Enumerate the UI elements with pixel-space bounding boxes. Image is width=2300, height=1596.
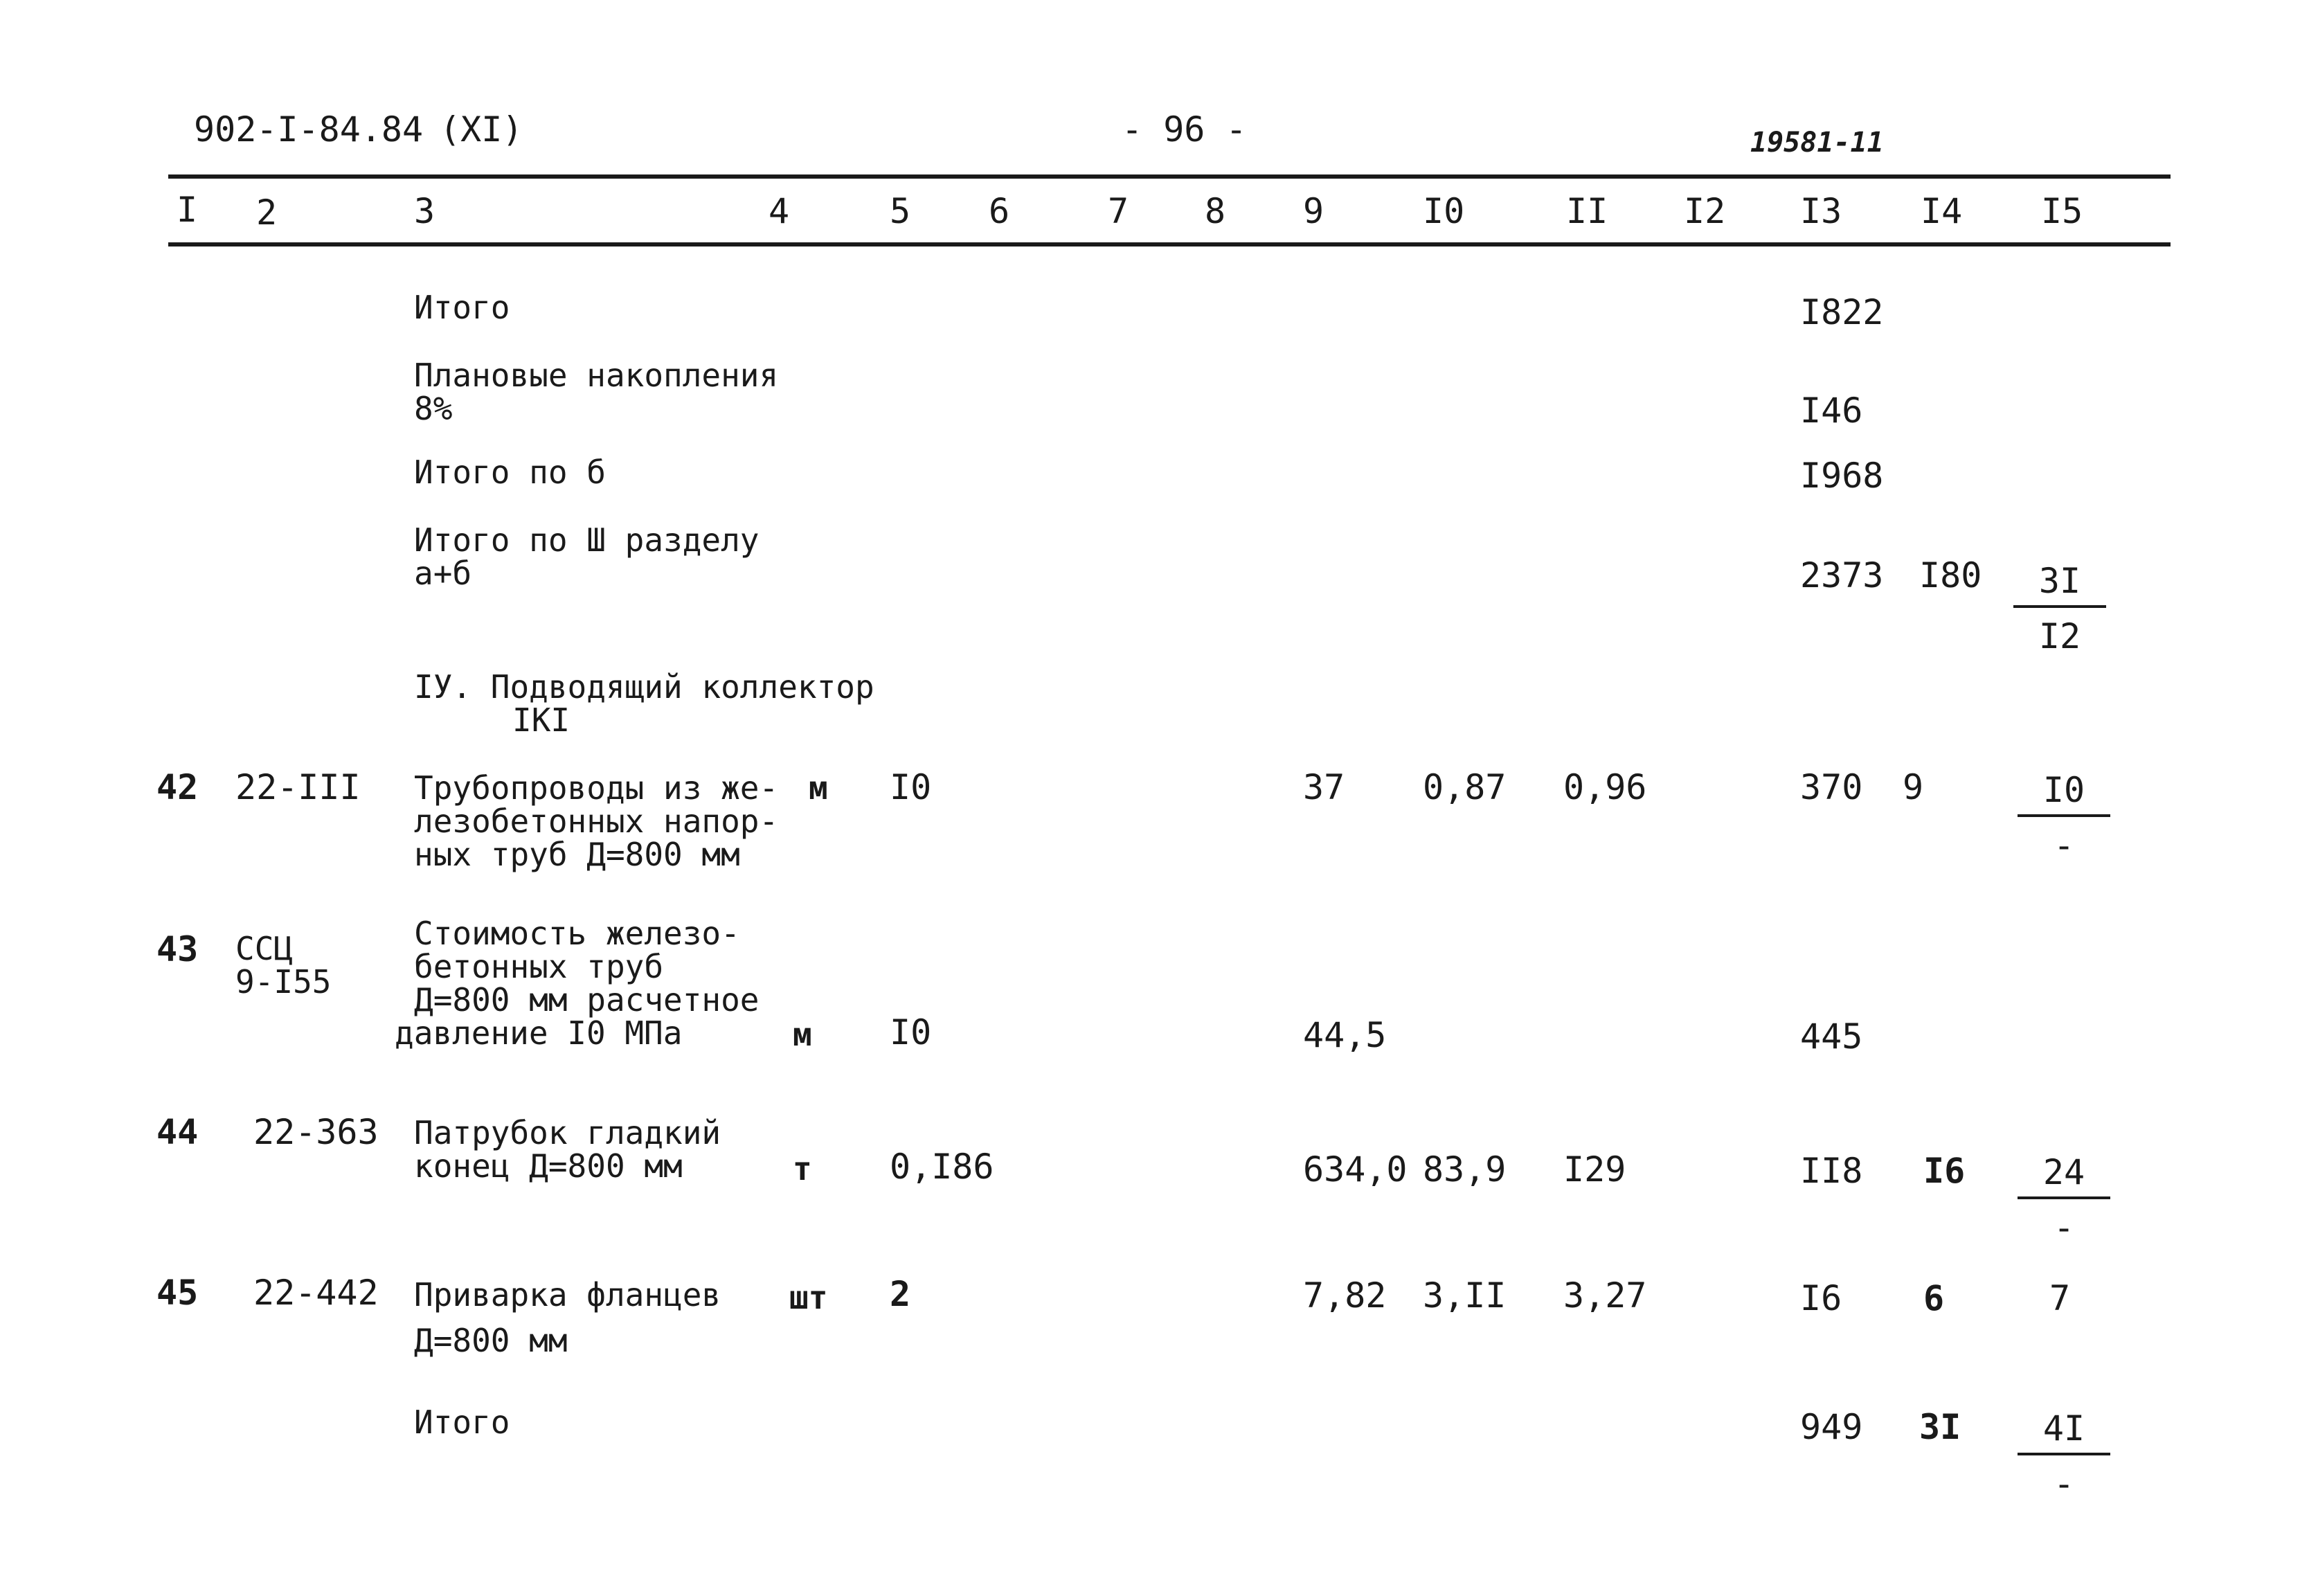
column-header: II [1566, 191, 1608, 231]
cell-col5: 2 [890, 1274, 911, 1314]
row-name: Итого по Ш разделу [414, 521, 760, 559]
cell-col5: 0,I86 [890, 1147, 994, 1187]
fraction-numerator: 24 [2018, 1152, 2110, 1199]
cell-col9: 7,82 [1303, 1275, 1387, 1316]
row-name: 8% [414, 390, 453, 427]
row-name: Плановые накопления [414, 357, 779, 394]
fraction-denominator: I2 [2038, 616, 2081, 656]
row-number: 43 [156, 929, 199, 969]
cell-col11: 0,96 [1563, 767, 1647, 807]
row-code: 22-442 [253, 1273, 379, 1313]
section-subtitle: IКI [512, 701, 570, 739]
fraction-denominator: - [2053, 1464, 2075, 1504]
cell-col13: 2373 [1800, 555, 1884, 595]
fraction-denominator: - [2053, 825, 2075, 866]
column-header: 8 [1205, 191, 1226, 231]
cell-col15: 7 [2049, 1278, 2071, 1318]
row-code: 22-363 [253, 1112, 379, 1152]
cell-col15-fraction [2013, 561, 2106, 656]
fraction-numerator: I0 [2018, 770, 2110, 817]
cell-unit: т [793, 1150, 812, 1187]
cell-col14: 9 [1903, 767, 1924, 807]
cell-col13: 370 [1800, 767, 1863, 807]
document-code: 902-I-84.84 [194, 109, 424, 150]
header-rule-bottom [168, 242, 2171, 246]
column-header: 7 [1108, 191, 1129, 231]
cell-col14: 3I [1919, 1407, 1961, 1447]
row-name: Трубопроводы из же- [414, 769, 779, 807]
column-header: I3 [1800, 191, 1842, 231]
cell-col9: 37 [1303, 767, 1345, 807]
row-name: Итого [414, 1404, 510, 1441]
row-number: 44 [156, 1112, 199, 1152]
column-header: 5 [890, 191, 911, 231]
cell-col10: 83,9 [1423, 1149, 1507, 1190]
row-code: 22-III [235, 767, 361, 807]
row-name: Стоимость железо- [414, 915, 740, 952]
volume-label: (XI) [440, 109, 523, 150]
row-name: Патрубок гладкий [414, 1114, 721, 1151]
column-header: I0 [1423, 191, 1465, 231]
cell-col14: I6 [1923, 1151, 1966, 1191]
row-name: давление I0 МПа [395, 1014, 683, 1052]
cell-col9: 634,0 [1303, 1149, 1408, 1190]
row-code: 9-I55 [235, 963, 332, 1001]
column-header: 6 [989, 191, 1010, 231]
cell-col11: 3,27 [1563, 1275, 1647, 1316]
cell-col13: II8 [1800, 1151, 1863, 1191]
cell-col13: 949 [1800, 1407, 1863, 1447]
cell-col15-fraction [2018, 1408, 2110, 1504]
row-name: Итого [414, 289, 510, 326]
column-header: I [177, 190, 198, 230]
row-number: 45 [156, 1273, 199, 1313]
column-header: 4 [769, 191, 790, 231]
column-header: I2 [1684, 191, 1726, 231]
cell-col10: 0,87 [1423, 767, 1507, 807]
column-header: 9 [1303, 191, 1324, 231]
header-rule-top [168, 174, 2171, 179]
fraction-numerator: 4I [2018, 1408, 2110, 1455]
cell-col10: 3,II [1423, 1275, 1507, 1316]
cell-col9: 44,5 [1303, 1015, 1387, 1055]
fraction-denominator: - [2053, 1208, 2075, 1248]
row-name: лезобетонных напор- [414, 803, 779, 840]
row-number: 42 [156, 767, 199, 807]
archive-number: 19581-11 [1750, 127, 1884, 159]
column-header: I5 [2041, 191, 2083, 231]
cell-unit: шт [789, 1279, 828, 1316]
cell-col13: 445 [1800, 1016, 1863, 1057]
row-name: Итого по б [414, 454, 606, 491]
row-name: а+б [414, 555, 472, 592]
cell-unit: м [793, 1016, 812, 1053]
cell-col14: I80 [1919, 555, 1982, 595]
row-name: Д=800 мм [414, 1322, 568, 1359]
column-header: 2 [256, 192, 278, 233]
cell-col13: I968 [1800, 456, 1884, 496]
cell-col13: I6 [1800, 1278, 1842, 1318]
row-name: конец Д=800 мм [414, 1147, 683, 1185]
row-name: бетонных труб [414, 948, 664, 985]
section-title: IУ. Подводящий коллектор [414, 668, 874, 706]
fraction-numerator: 3I [2013, 561, 2106, 608]
column-header: I4 [1921, 191, 1963, 231]
cell-col5: I0 [890, 767, 932, 807]
cell-col11: I29 [1563, 1149, 1626, 1190]
cell-unit: м [809, 769, 828, 807]
cell-col15-fraction [2018, 770, 2110, 866]
row-code: ССЦ [235, 930, 294, 967]
row-name: ных труб Д=800 мм [414, 836, 740, 873]
row-name: Д=800 мм расчетное [414, 981, 760, 1019]
cell-col13: I822 [1800, 292, 1884, 332]
page-number: - 96 - [1122, 109, 1247, 150]
cell-col15-fraction [2018, 1152, 2110, 1248]
row-name: Приварка фланцев [414, 1276, 721, 1313]
column-header: 3 [414, 191, 435, 231]
cell-col14: 6 [1923, 1278, 1945, 1318]
cell-col13: I46 [1800, 391, 1863, 431]
cell-col5: I0 [890, 1012, 932, 1052]
